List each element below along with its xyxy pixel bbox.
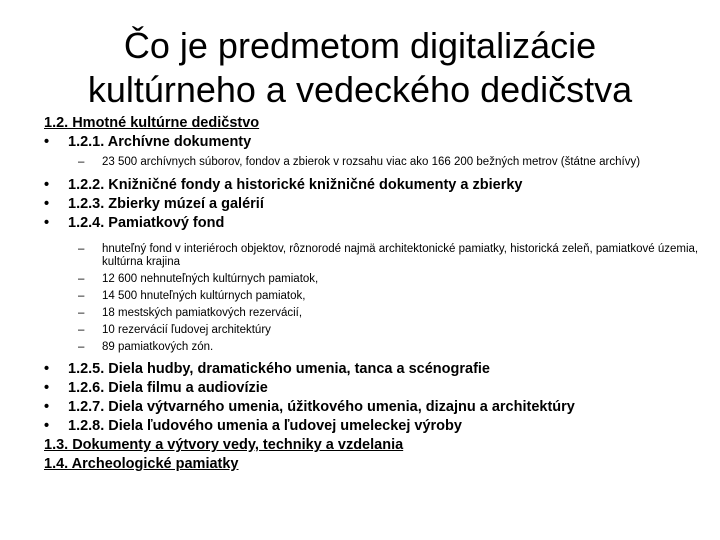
slide-title: [0, 24, 720, 112]
bullet-item: [44, 360, 704, 379]
bullet-marker: •: [44, 134, 50, 150]
title-line-1: Čo je predmetom digitalizácie: [123, 25, 597, 66]
sub-bullet-text: 14 500 hnuteľných kultúrnych pamiatok,: [102, 290, 306, 302]
sub-bullet-item: [44, 156, 704, 169]
sub-bullet-item: [44, 243, 704, 269]
dash-marker: –: [78, 324, 85, 336]
title-line-2: kultúrneho a vedeckého dedičstva: [87, 69, 633, 110]
sub-bullet-text: 18 mestských pamiatkových rezervácií,: [102, 307, 303, 319]
bullet-text: 1.2.5. Diela hudby, dramatického umenia, tanca a scénografie: [68, 361, 490, 377]
sub-bullet-item: [44, 290, 704, 303]
bullet-text: 1.2.6. Diela filmu a audiovízie: [68, 380, 268, 396]
sub-bullet-text: 89 pamiatkových zón.: [102, 341, 214, 353]
bullet-item: [44, 195, 704, 214]
sub-bullet-text: 23 500 archívnych súborov, fondov a zbierok v rozsahu viac ako 166 200 bežných metrov (štátne archívy): [102, 156, 641, 168]
bullet-marker: •: [44, 418, 50, 434]
section-heading: 1.4. Archeologické pamiatky: [44, 456, 239, 472]
dash-marker: –: [78, 341, 85, 353]
sub-bullet-item: [44, 273, 704, 286]
dash-marker: –: [78, 156, 85, 168]
bullet-item: [44, 417, 704, 436]
sub-bullet-text: 10 rezervácií ľudovej architektúry: [102, 324, 271, 336]
sub-bullet-item: [44, 324, 704, 337]
dash-marker: –: [78, 307, 85, 319]
bullet-text: 1.2.8. Diela ľudového umenia a ľudovej umeleckej výroby: [68, 418, 462, 434]
bullet-marker: •: [44, 361, 50, 377]
bullet-item: [44, 133, 704, 152]
dash-marker: –: [78, 290, 85, 302]
slide-content: [44, 114, 704, 474]
sub-bullet-text: 12 600 nehnuteľných kultúrnych pamiatok,: [102, 273, 319, 285]
bullet-marker: •: [44, 215, 50, 231]
bullet-marker: •: [44, 399, 50, 415]
dash-marker: –: [78, 273, 85, 285]
bullet-item: [44, 398, 704, 417]
bullet-item: [44, 379, 704, 398]
bullet-text: 1.2.3. Zbierky múzeí a galérií: [68, 196, 264, 212]
bullet-text: 1.2.4. Pamiatkový fond: [68, 215, 225, 231]
dash-marker: –: [78, 243, 85, 255]
sub-bullet-item: [44, 341, 704, 354]
sub-bullet-text: hnuteľný fond v interiéroch objektov, rôznorodé najmä architektonické pamiatky, historická zeleň, pamiatkové územia, kultúrna krajina: [102, 243, 699, 268]
bullet-text: 1.2.1. Archívne dokumenty: [68, 134, 252, 150]
section-heading: 1.2. Hmotné kultúrne dedičstvo: [44, 115, 260, 131]
bullet-text: 1.2.7. Diela výtvarného umenia, úžitkového umenia, dizajnu a architektúry: [68, 399, 575, 415]
bullet-item: [44, 176, 704, 195]
sub-bullet-item: [44, 307, 704, 320]
bullet-text: 1.2.2. Knižničné fondy a historické knižničné dokumenty a zbierky: [68, 177, 523, 193]
bullet-marker: •: [44, 380, 50, 396]
bullet-marker: •: [44, 177, 50, 193]
bullet-item: [44, 214, 704, 233]
bullet-marker: •: [44, 196, 50, 212]
section-heading: 1.3. Dokumenty a výtvory vedy, techniky a vzdelania: [44, 437, 404, 453]
